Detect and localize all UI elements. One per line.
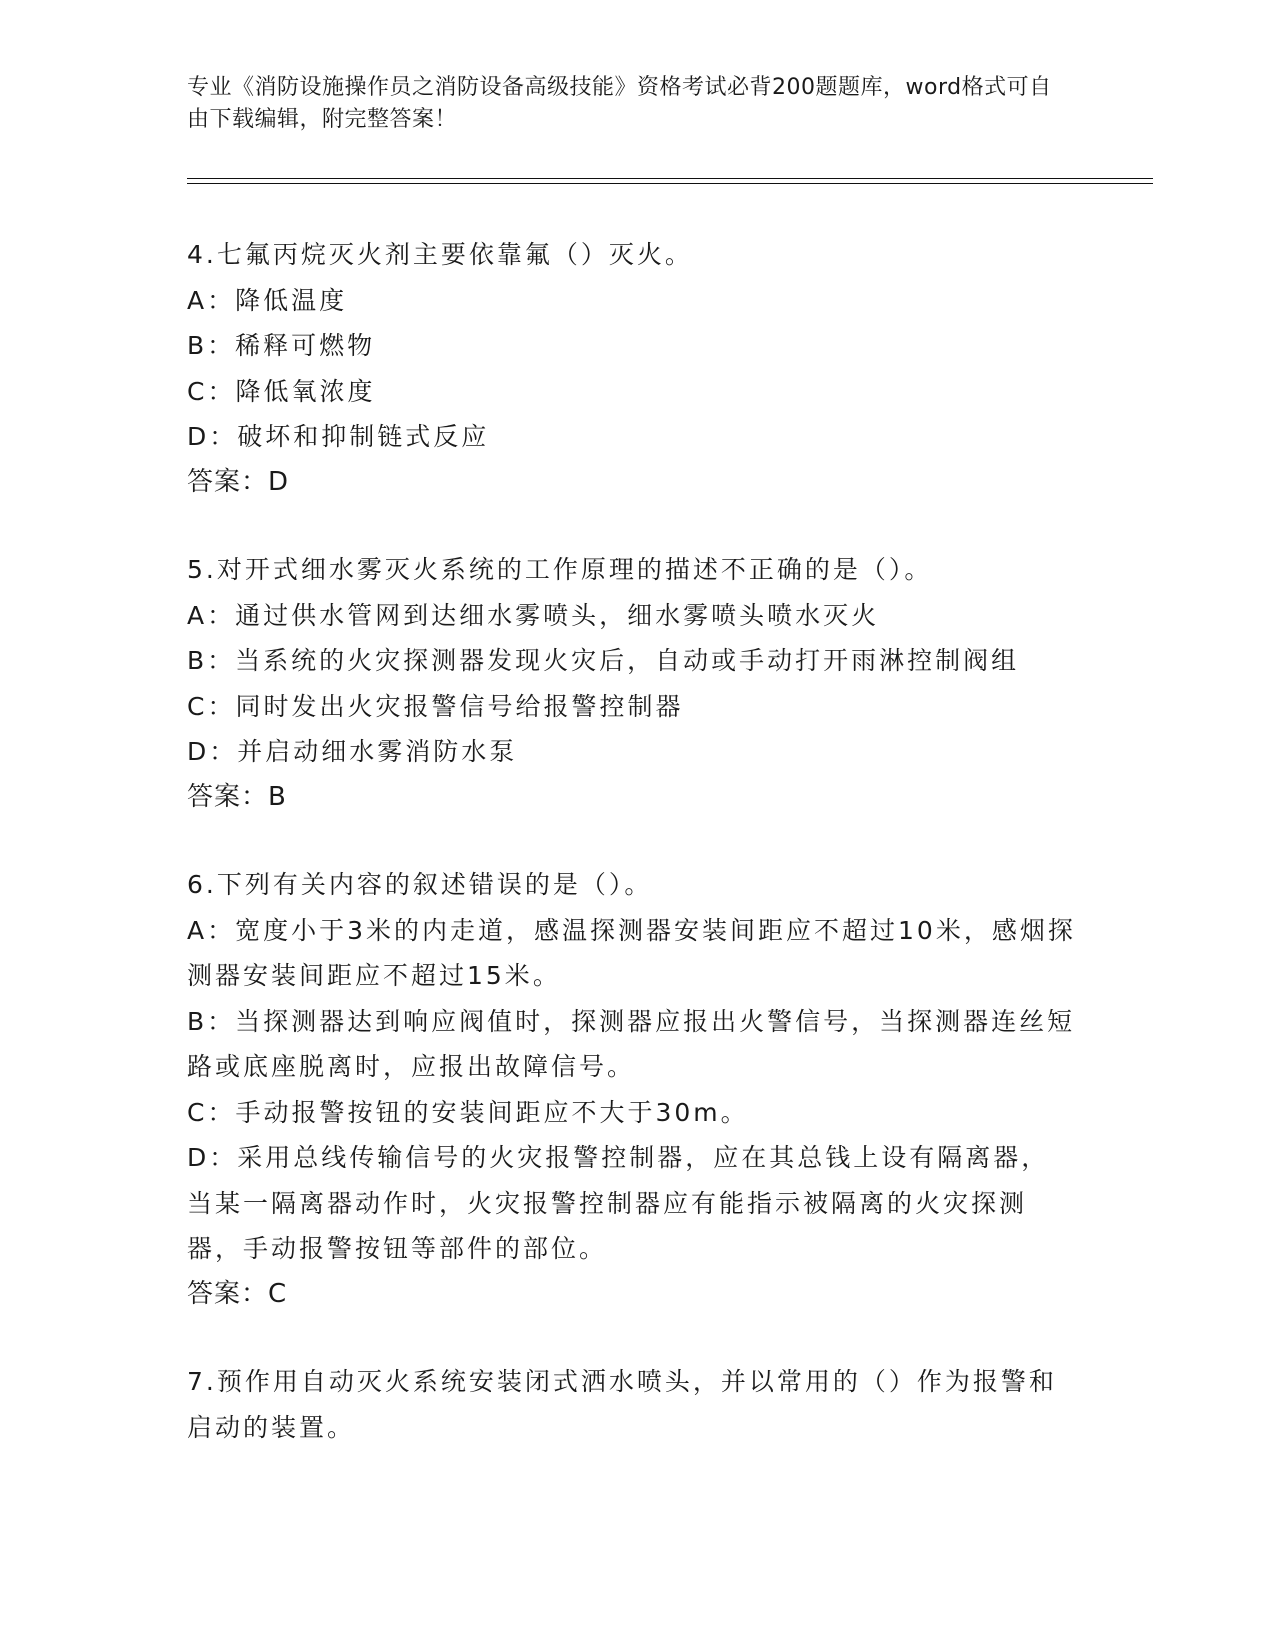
answer-line: [187, 1272, 1077, 1318]
option-d: D：并启动细水雾消防水泵: [187, 737, 518, 766]
answer-line: [187, 775, 1077, 821]
option-b: B：当探测器达到响应阀值时，探测器应报出火警信号，当探测器连丝短路或底座脱离时，应报出故障信号。: [187, 1006, 1076, 1081]
option-a: A：宽度小于3米的内走道，感温探测器安装间距应不超过10米，感烟探测器安装间距应不超过15米。: [187, 915, 1076, 990]
answer-label: 答案：: [187, 781, 269, 812]
header-divider-top: [187, 178, 1153, 179]
question-stem: 5.对开式细水雾灭火系统的工作原理的描述不正确的是（）。: [187, 555, 933, 584]
answer-label: 答案：: [187, 1278, 269, 1309]
answer-value: D: [268, 466, 289, 497]
answer-line: [187, 460, 1077, 506]
question-4: [187, 232, 1077, 505]
question-6: [187, 862, 1077, 1317]
question-stem: 4.七氟丙烷灭火剂主要依靠氟（）灭火。: [187, 240, 693, 269]
answer-value: C: [268, 1278, 287, 1309]
question-stem: 7.预作用自动灭火系统安装闭式洒水喷头，并以常用的（）作为报警和启动的装置。: [187, 1367, 1057, 1442]
option-a: A：通过供水管网到达细水雾喷头，细水雾喷头喷水灭火: [187, 600, 880, 630]
option-d: D：采用总线传输信号的火灾报警控制器，应在其总钱上设有隔离器，当某一隔离器动作时，火灾报警控制器应有能指示被隔离的火灾探测器，手动报警按钮等部件的部位。: [187, 1143, 1050, 1263]
question-stem: 6.下列有关内容的叙述错误的是（）。: [187, 870, 653, 899]
question-5: [187, 547, 1077, 820]
option-d: D：破坏和抑制链式反应: [187, 422, 490, 451]
answer-label: 答案：: [187, 466, 269, 497]
option-c: C：手动报警按钮的安装间距应不大于30m。: [187, 1097, 749, 1127]
answer-value: B: [268, 781, 286, 812]
header-divider-bottom: [187, 183, 1153, 184]
option-c: C：降低氧浓度: [187, 376, 376, 406]
option-b: B：当系统的火灾探测器发现火灾后，自动或手动打开雨淋控制阀组: [187, 646, 1020, 675]
document-header: 专业《消防设施操作员之消防设备高级技能》资格考试必背200题题库，word格式可自由下载编辑，附完整答案！: [187, 75, 1052, 132]
question-7: [187, 1359, 1077, 1450]
option-c: C：同时发出火灾报警信号给报警控制器: [187, 691, 684, 721]
option-b: B：稀释可燃物: [187, 331, 376, 360]
question-list: [187, 232, 1077, 1492]
option-a: A：降低温度: [187, 285, 348, 315]
